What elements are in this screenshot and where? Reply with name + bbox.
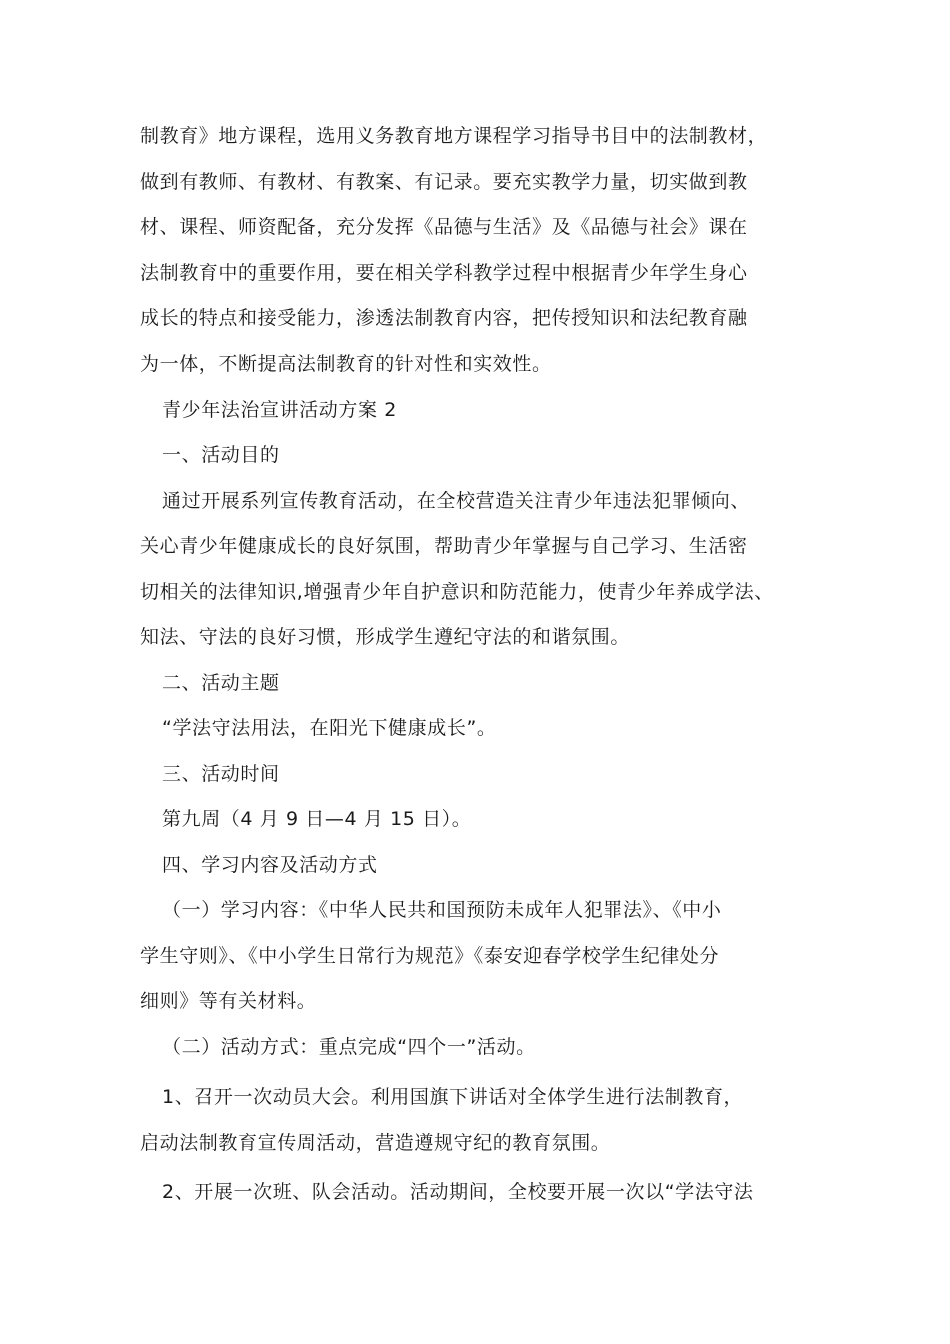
paragraph-line: 第九周（4 月 9 日—4 月 15 日）。 xyxy=(162,808,472,830)
paragraph-line: 通过开展系列宣传教育活动，在全校营造关注青少年违法犯罪倾向、 xyxy=(162,490,751,512)
paragraph-line: （一）学习内容：《中华人民共和国预防未成年人犯罪法》、《中小 xyxy=(162,899,722,921)
paragraph-line: 材、课程、师资配备，充分发挥《品德与生活》及《品德与社会》课在 xyxy=(140,216,748,238)
paragraph-line: 做到有教师、有教材、有教案、有记录。要充实教学力量，切实做到教 xyxy=(140,171,748,193)
paragraph-line: 成长的特点和接受能力，渗透法制教育内容，把传授知识和法纪教育融 xyxy=(140,307,748,329)
paragraph-line: “学法守法用法，在阳光下健康成长”。 xyxy=(162,717,497,739)
paragraph-line: 制教育》地方课程，选用义务教育地方课程学习指导书目中的法制教材， xyxy=(140,125,768,147)
heading-theme: 二、活动主题 xyxy=(162,672,280,694)
paragraph-line: 关心青少年健康成长的良好氛围，帮助青少年掌握与自己学习、生活密 xyxy=(140,535,748,557)
paragraph-line: （二）活动方式：重点完成“四个一”活动。 xyxy=(162,1036,536,1058)
paragraph-line: 1、召开一次动员大会。利用国旗下讲话对全体学生进行法制教育， xyxy=(162,1086,744,1108)
heading-purpose: 一、活动目的 xyxy=(162,444,280,466)
paragraph-line: 学生守则》、《中小学生日常行为规范》《泰安迎春学校学生纪律处分 xyxy=(140,945,720,967)
paragraph-line: 法制教育中的重要作用，要在相关学科教学过程中根据青少年学生身心 xyxy=(140,262,748,284)
paragraph-line: 细则》等有关材料。 xyxy=(140,990,317,1012)
heading-content: 四、学习内容及活动方式 xyxy=(162,854,378,876)
heading-time: 三、活动时间 xyxy=(162,763,280,785)
paragraph-line: 启动法制教育宣传周活动，营造遵规守纪的教育氛围。 xyxy=(140,1132,611,1154)
section-title: 青少年法治宣讲活动方案 2 xyxy=(162,399,397,421)
paragraph-line: 2、开展一次班、队会活动。活动期间，全校要开展一次以“学法守法 xyxy=(162,1181,754,1203)
paragraph-line: 知法、守法的良好习惯，形成学生遵纪守法的和谐氛围。 xyxy=(140,626,631,648)
paragraph-line: 为一体，不断提高法制教育的针对性和实效性。 xyxy=(140,353,552,375)
paragraph-line: 切相关的法律知识,增强青少年自护意识和防范能力，使青少年养成学法、 xyxy=(140,581,774,603)
